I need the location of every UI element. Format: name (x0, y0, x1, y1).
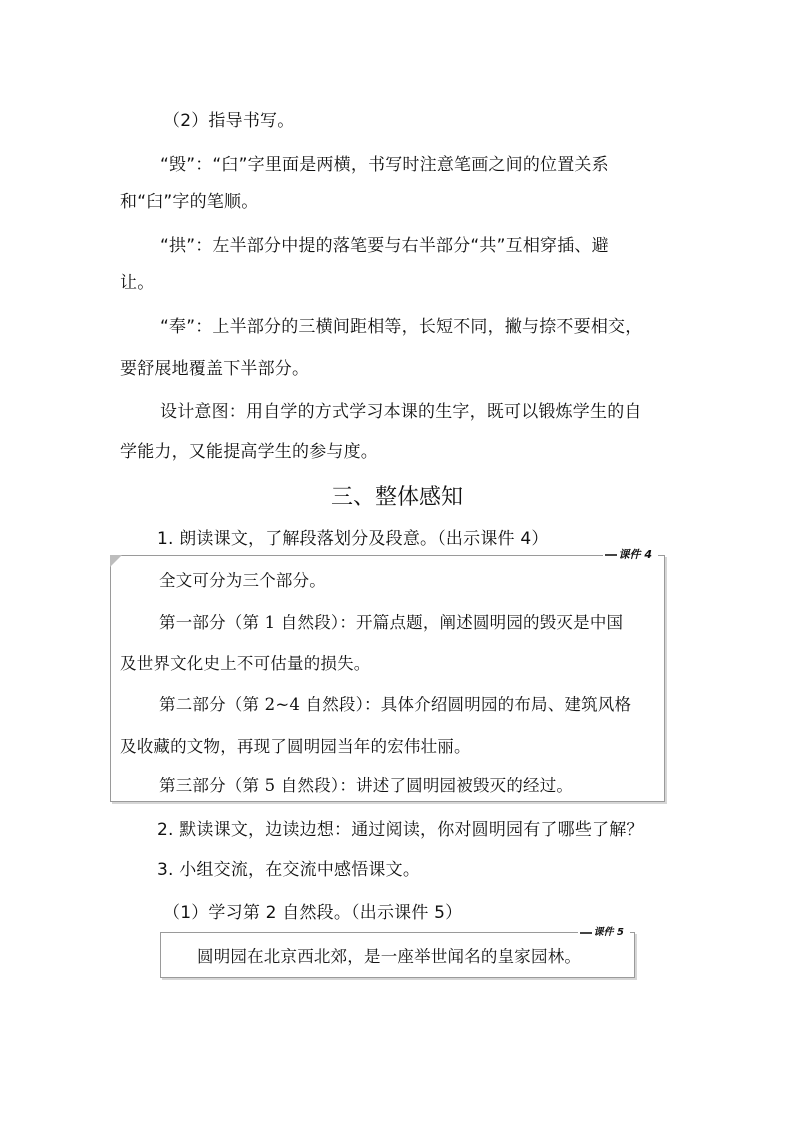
box-corner-decoration (110, 555, 122, 567)
courseware-4-tag: 课件 4 (603, 548, 658, 562)
courseware-4-part2-line2: 及收藏的文物，再现了圆明园当年的宏伟壮丽。 (120, 737, 471, 756)
design-intent-line2: 学能力，又能提高学生的参与度。 (120, 442, 378, 462)
courseware-4-part3: 第三部分（第 5 自然段）：讲述了圆明园被毁灭的经过。 (159, 776, 574, 795)
courseware-4-part2-line1: 第二部分（第 2~4 自然段）：具体介绍圆明园的布局、建筑风格 (159, 695, 632, 714)
step-3-sub1: （1）学习第 2 自然段。（出示课件 5） (163, 903, 463, 923)
section-heading: 三、整体感知 (330, 485, 463, 510)
courseware-4-box (110, 548, 665, 802)
hui-paragraph-line2: 和“臼”字的笔顺。 (120, 192, 259, 212)
courseware-5-box (160, 927, 635, 978)
feng-paragraph-line2: 要舒展地覆盖下半部分。 (120, 359, 310, 379)
guide-title: （2）指导书写。 (163, 111, 295, 131)
courseware-5-tag: 课件 5 (578, 926, 630, 940)
courseware-4-part1-line2: 及世界文化史上不可估量的损失。 (120, 654, 371, 673)
feng-paragraph-line1: “奉”：上半部分的三横间距相等，长短不同，撇与捺不要相交， (160, 317, 643, 337)
step-1: 1. 朗读课文，了解段落划分及段意。（出示课件 4） (157, 529, 549, 549)
hui-paragraph-line1: “毁”：“臼”字里面是两横，书写时注意笔画之间的位置关系 (160, 155, 609, 175)
step-3: 3. 小组交流，在交流中感悟课文。 (157, 860, 421, 880)
step-2: 2. 默读课文，边读边想：通过阅读，你对圆明园有了哪些了解？ (157, 820, 644, 840)
courseware-4-part1-line1: 第一部分（第 1 自然段）：开篇点题，阐述圆明园的毁灭是中国 (159, 613, 624, 632)
gong-paragraph-line2: 让。 (120, 273, 155, 293)
courseware-5-text: 圆明园在北京西北郊，是一座举世闻名的皇家园林。 (197, 947, 582, 966)
gong-paragraph-line1: “拱”：左半部分中提的落笔要与右半部分“共”互相穿插、避 (160, 236, 609, 256)
design-intent-line1: 设计意图：用自学的方式学习本课的生字，既可以锻炼学生的自 (160, 402, 642, 422)
courseware-4-intro: 全文可分为三个部分。 (159, 571, 326, 590)
